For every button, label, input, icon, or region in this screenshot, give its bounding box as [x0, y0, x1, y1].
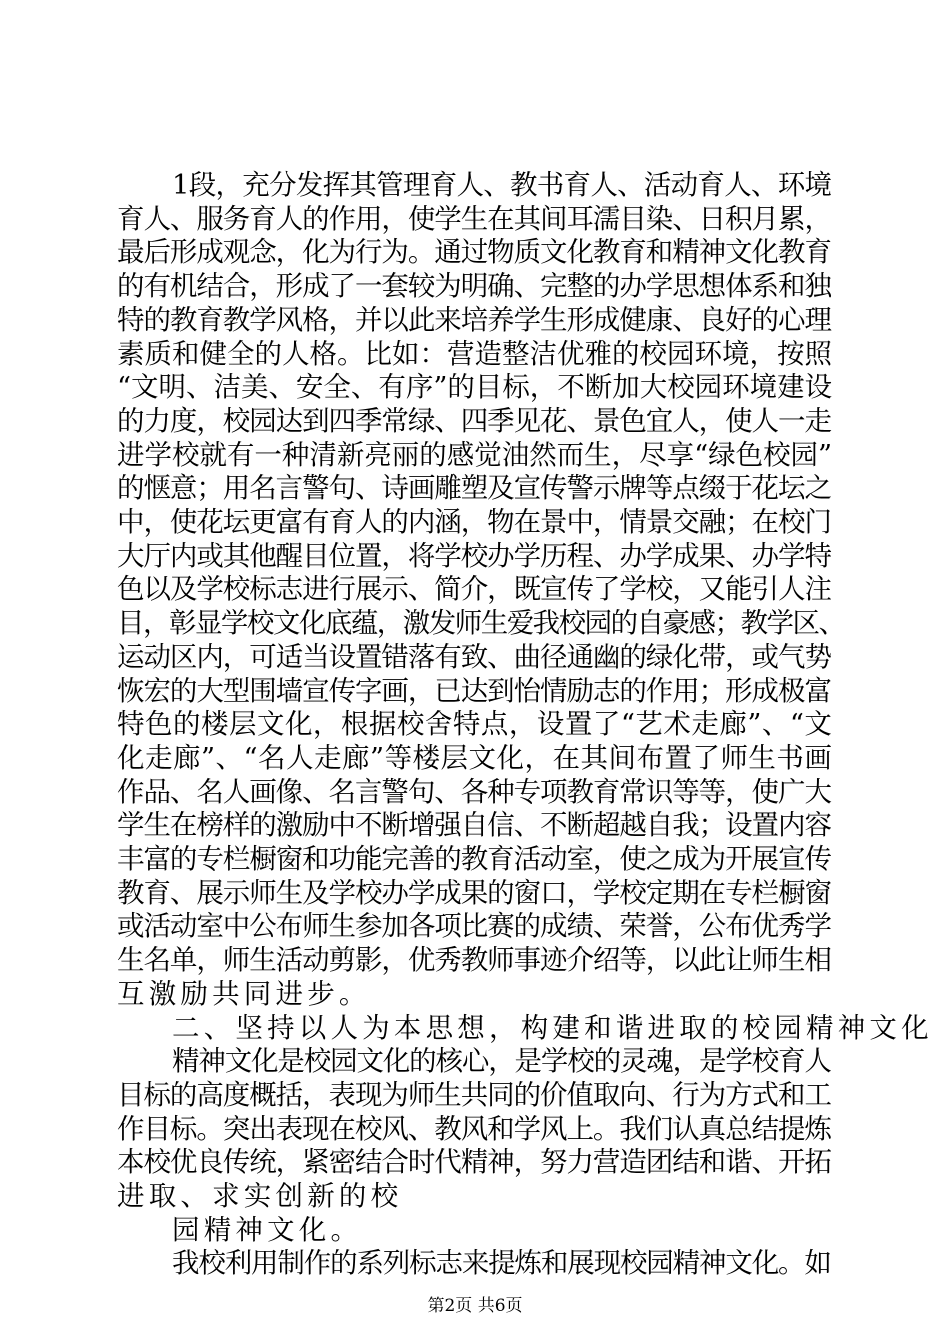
text-line: 色以及学校标志进行展示、简介，既宣传了学校，又能引人注 — [117, 573, 831, 606]
text-line: 丰富的专栏橱窗和功能完善的教育活动室，使之成为开展宣传 — [117, 843, 831, 875]
text-line: 本校优良传统，紧密结合时代精神，努力营造团结和谐、开拓 — [117, 1146, 831, 1179]
text-line: 作目标。突出表现在校风、教风和学风上。我们认真总结提炼 — [117, 1112, 831, 1145]
text-line: 的惬意；用名言警句、诗画雕塑及宣传警示牌等点缀于花坛之 — [117, 472, 831, 505]
text-line: 的力度，校园达到四季常绿、四季见花、景色宜人，使人一走 — [117, 404, 831, 437]
text-line: 最后形成观念，化为行为。通过物质文化教育和精神文化教育 — [117, 236, 831, 269]
text-line: 互激励共同进步。 — [117, 977, 371, 1010]
text-line: 化走廊”、“名人走廊”等楼层文化，在其间布置了师生书画 — [117, 741, 833, 774]
text-line: 进取、求实创新的校 — [117, 1180, 403, 1212]
text-line: 1段，充分发挥其管理育人、教书育人、活动育人、环境 — [172, 169, 832, 201]
text-line: 或活动室中公布师生参加各项比赛的成绩、荣誉，公布优秀学 — [117, 910, 831, 943]
text-line: “文明、洁美、安全、有序”的目标，不断加大校园环境建设 — [117, 371, 833, 404]
text-line: 目标的高度概括，表现为师生共同的价值取向、行为方式和工 — [117, 1078, 831, 1111]
text-line: 我校利用制作的系列标志来提炼和展现校园精神文化。如 — [172, 1247, 831, 1280]
text-line: 作品、名人画像、名言警句、各种专项教育常识等等，使广大 — [117, 775, 831, 808]
text-line: 大厅内或其他醒目位置，将学校办学历程、办学成果、办学特 — [117, 539, 831, 572]
text-line: 二、坚持以人为本思想，构建和谐进取的校园精神文化 — [172, 1011, 933, 1044]
text-line: 中，使花坛更富有育人的内涵，物在景中，情景交融；在校门 — [117, 506, 831, 538]
text-line: 进学校就有一种清新亮丽的感觉油然而生，尽享“绿色校园” — [117, 438, 833, 471]
text-line: 特的教育教学风格，并以此来培养学生形成健康、良好的心理 — [117, 303, 831, 336]
text-line: 目，彰显学校文化底蕴，激发师生爱我校园的自豪感；教学区、 — [117, 607, 845, 640]
page-footer: 第2页 共6页 — [427, 1296, 523, 1316]
text-line: 生名单，师生活动剪影，优秀教师事迹介绍等，以此让师生相 — [117, 944, 831, 977]
text-line: 运动区内，可适当设置错落有致、曲径通幽的绿化带，或气势 — [117, 640, 831, 673]
text-line: 特色的楼层文化，根据校舍特点，设置了“艺术走廊”、“文 — [117, 708, 833, 741]
text-line: 园精神文化。 — [172, 1213, 363, 1246]
text-line: 素质和健全的人格。比如：营造整洁优雅的校园环境，按照 — [117, 337, 832, 370]
text-line: 教育、展示师生及学校办学成果的窗口，学校定期在专栏橱窗 — [117, 876, 831, 909]
text-line: 学生在榜样的激励中不断增强自信、不断超越自我；设置内容 — [117, 809, 831, 842]
text-line: 的有机结合，形成了一套较为明确、完整的办学思想体系和独 — [117, 270, 831, 303]
text-line: 恢宏的大型围墙宣传字画，已达到怡情励志的作用；形成极富 — [117, 674, 831, 707]
text-line: 精神文化是校园文化的核心，是学校的灵魂，是学校育人 — [172, 1045, 831, 1078]
text-line: 育人、服务育人的作用，使学生在其间耳濡目染、日积月累， — [117, 202, 831, 235]
